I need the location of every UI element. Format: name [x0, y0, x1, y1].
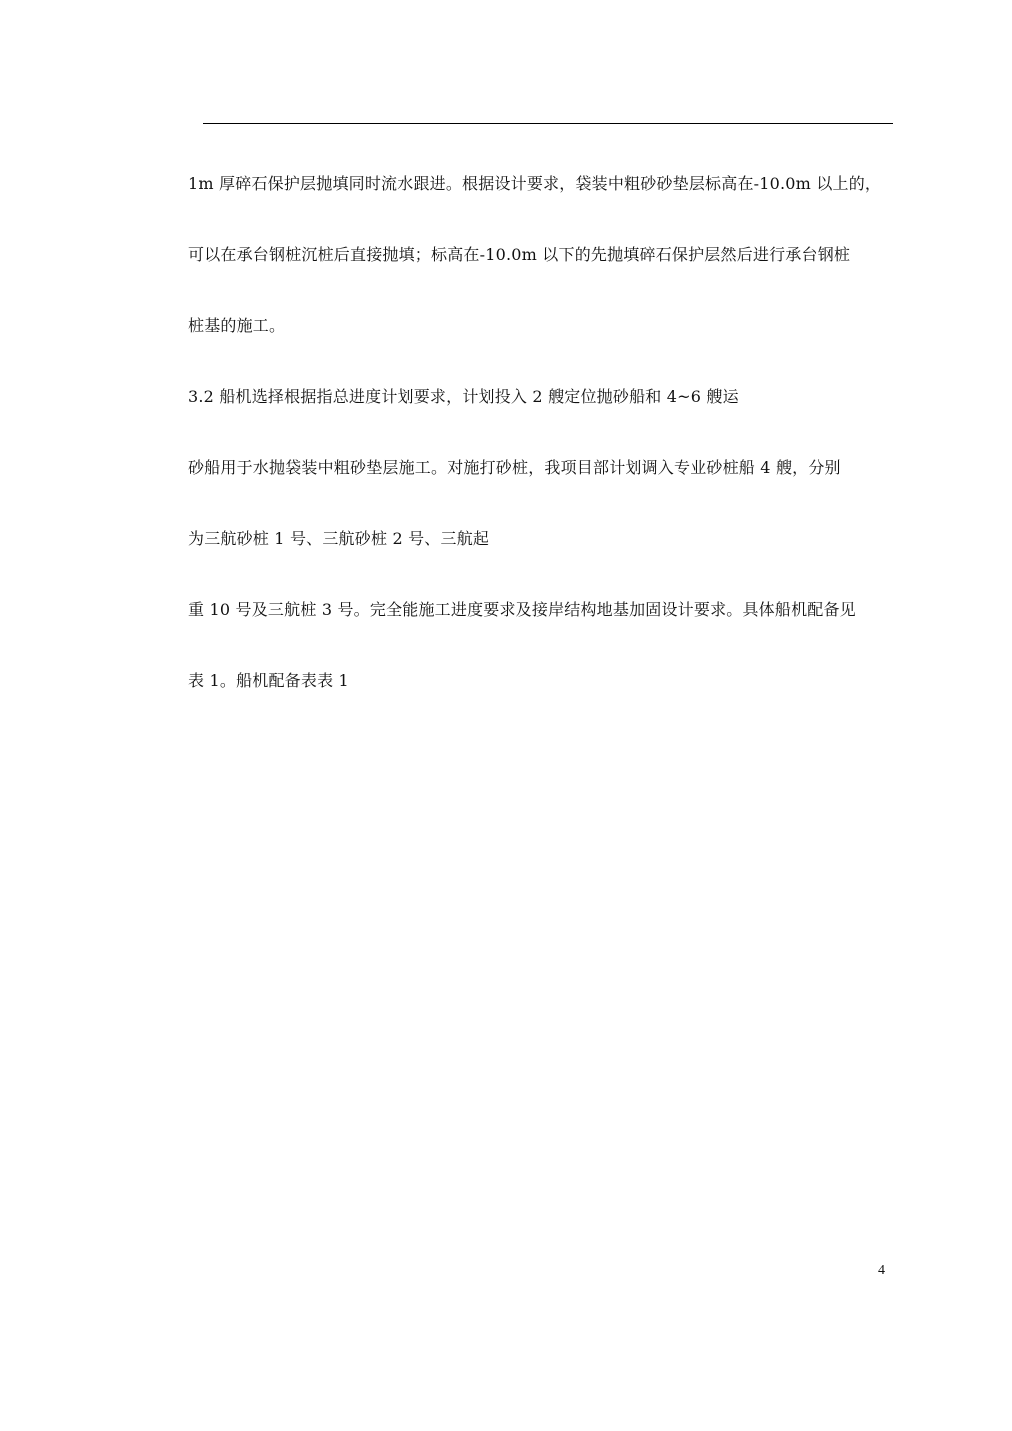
section-heading-line: 3.2 船机选择根据指总进度计划要求，计划投入 2 艘定位抛砂船和 4~6 艘运 [188, 387, 739, 406]
paragraph-line: 桩基的施工。 [188, 316, 286, 335]
header-rule [203, 123, 893, 124]
paragraph-line: 为三航砂桩 1 号、三航砂桩 2 号、三航起 [188, 529, 490, 548]
page-number: 4 [878, 1263, 885, 1278]
paragraph-line: 表 1。船机配备表表 1 [188, 671, 349, 690]
paragraph-line: 可以在承台钢桩沉桩后直接抛填；标高在-10.0m 以下的先抛填碎石保护层然后进行承台钢桩 [188, 245, 851, 264]
paragraph-line: 砂船用于水抛袋装中粗砂垫层施工。对施打砂桩，我项目部计划调入专业砂桩船 4 艘，分别 [188, 458, 841, 477]
paragraph-line: 重 10 号及三航桩 3 号。完全能施工进度要求及接岸结构地基加固设计要求。具体船机配备见 [188, 600, 856, 619]
paragraph-line: 1m 厚碎石保护层抛填同时流水跟进。根据设计要求，袋装中粗砂砂垫层标高在-10.0m 以上的， [188, 174, 882, 193]
